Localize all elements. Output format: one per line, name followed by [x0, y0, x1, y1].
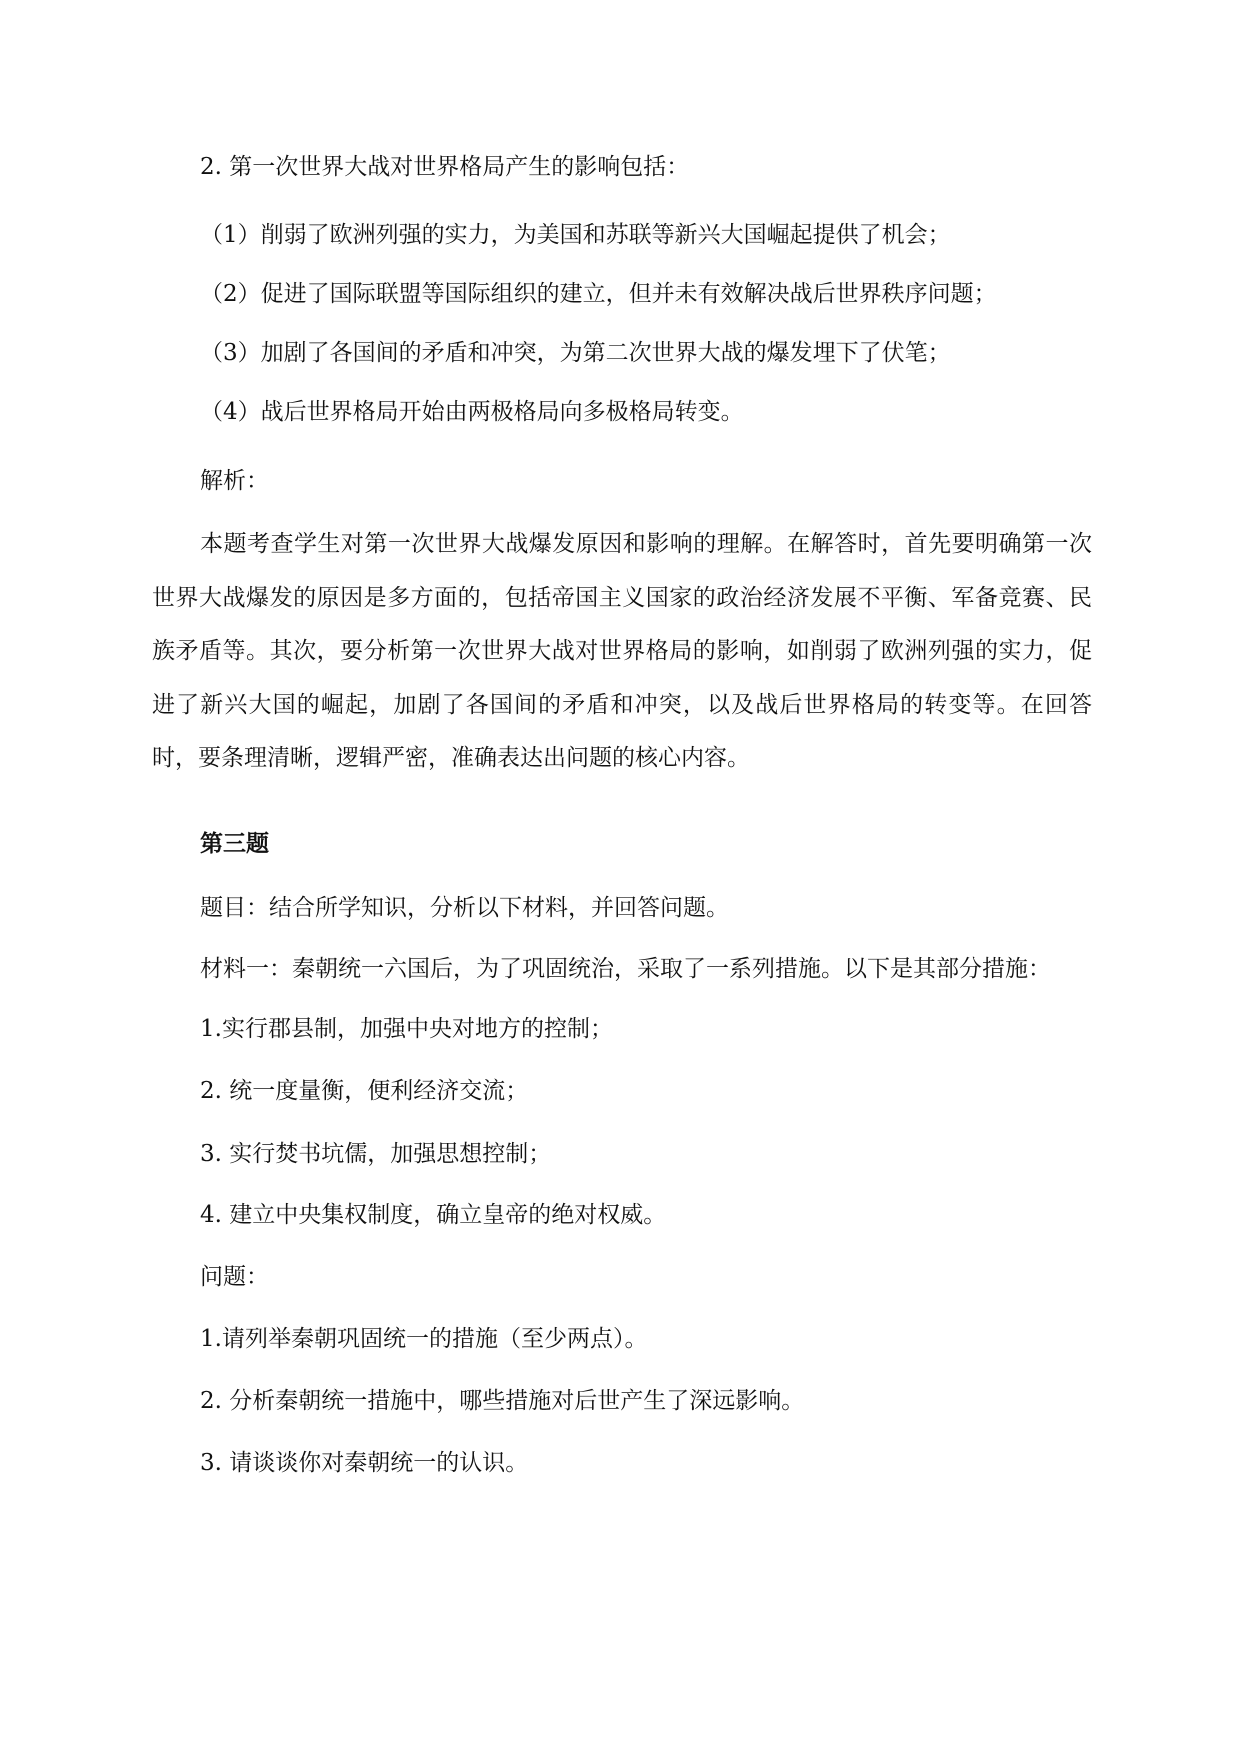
answer-2-point-1: （1）削弱了欧洲列强的实力，为美国和苏联等新兴大国崛起提供了机会； [200, 222, 951, 248]
answer-2-point-2: （2）促进了国际联盟等国际组织的建立，但并未有效解决战后世界秩序问题； [200, 281, 997, 307]
answer-2-intro: 2. 第一次世界大战对世界格局产生的影响包括： [200, 154, 690, 180]
answer-2-point-3: （3）加剧了各国间的矛盾和冲突，为第二次世界大战的爆发埋下了伏笔； [200, 340, 951, 366]
questions-label: 问题： [200, 1264, 269, 1290]
question-item-2: 2. 分析秦朝统一措施中，哪些措施对后世产生了深远影响。 [200, 1388, 805, 1414]
question-3-heading: 第三题 [200, 831, 269, 857]
measure-3: 3. 实行焚书坑儒，加强思想控制； [200, 1141, 552, 1167]
measure-1: 1.实行郡县制，加强中央对地方的控制； [200, 1016, 613, 1042]
question-item-1: 1.请列举秦朝巩固统一的措施（至少两点）。 [200, 1326, 648, 1352]
question-3-prompt: 题目：结合所学知识，分析以下材料，并回答问题。 [200, 895, 729, 921]
measure-4: 4. 建立中央集权制度，确立皇帝的绝对权威。 [200, 1202, 667, 1228]
answer-2-point-4: （4）战后世界格局开始由两极格局向多极格局转变。 [200, 399, 744, 425]
analysis-paragraph: 本题考查学生对第一次世界大战爆发原因和影响的理解。在解答时，首先要明确第一次世界大战爆发的原因是多方面的，包括帝国主义国家的政治经济发展不平衡、军备竞赛、民族矛盾等。其次，要分析第一次世界大战对世界格局的影响，如削弱了欧洲列强的实力，促进了新兴大国的崛起，加剧了各国间的矛盾和冲突，以及战后世界格局的转变等。在回答时，要条理清晰，逻辑严密，准确表达出问题的核心内容。 [152, 531, 1092, 771]
question-item-3: 3. 请谈谈你对秦朝统一的认识。 [200, 1450, 529, 1476]
measure-2: 2. 统一度量衡，便利经济交流； [200, 1078, 529, 1104]
analysis-label: 解析： [200, 468, 269, 494]
material-intro: 材料一：秦朝统一六国后，为了巩固统治，采取了一系列措施。以下是其部分措施： [200, 956, 1051, 982]
